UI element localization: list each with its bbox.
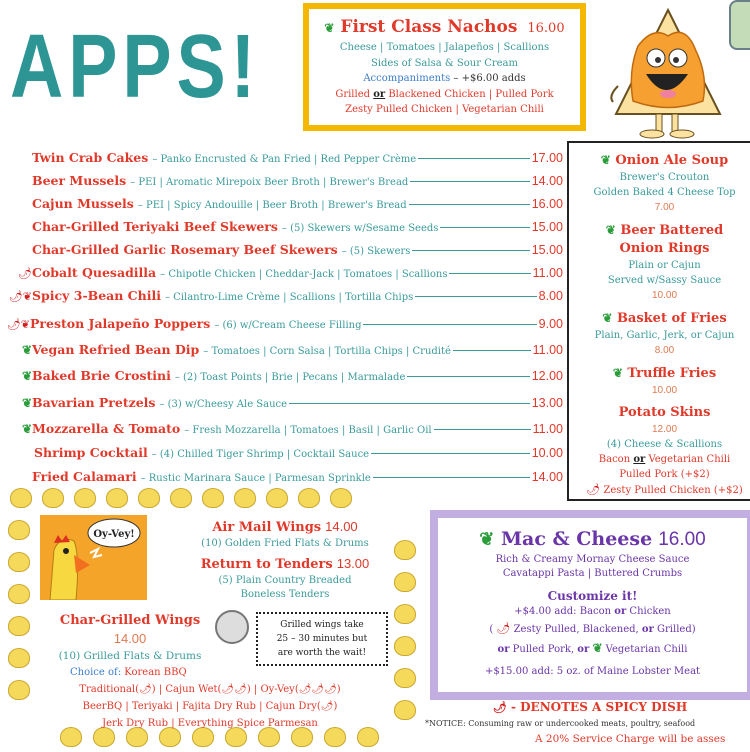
item-price: 9.00 xyxy=(538,317,563,331)
vegetarian-leaf-icon: ❦ xyxy=(21,396,32,410)
menu-item xyxy=(0,395,563,417)
item-desc: – Panko Encrusted & Pan Fried | Red Pepper Crème xyxy=(152,154,417,165)
spicy-vegetarian-icons: 🌶❦ xyxy=(6,318,30,331)
item-name: Char-Grilled Teriyaki Beef Skewers xyxy=(32,219,278,234)
chick-border-left xyxy=(8,520,30,700)
menu-item xyxy=(0,316,563,338)
mac-desc: Cavatappi Pasta | Buttered Crumbs xyxy=(502,568,683,579)
item-name: Spicy 3-Bean Chili xyxy=(32,288,161,303)
add-option: +$15.00 add: 5 oz. of Maine Lobster Meat xyxy=(484,666,701,677)
service-charge-notice: A 20% Service Charge will be asses xyxy=(535,733,726,745)
item-price: 15.00 xyxy=(531,243,563,257)
side-name: Onion Rings xyxy=(619,241,710,256)
chick-icon xyxy=(170,488,192,508)
item-name: Shrimp Cocktail xyxy=(34,445,148,460)
chick-icon xyxy=(8,584,30,604)
or-text: or xyxy=(373,88,386,100)
menu-item xyxy=(0,219,563,241)
chick-icon xyxy=(74,488,96,508)
item-price: 17.00 xyxy=(531,151,563,165)
wing-desc: (10) Golden Fried Flats & Drums xyxy=(201,538,369,549)
vegetarian-leaf-icon: ❦ xyxy=(602,311,613,325)
add-option: Chicken xyxy=(626,606,671,617)
accompaniments-price: – +$6.00 adds xyxy=(450,73,526,84)
item-desc: – Fresh Mozzarella | Tomatoes | Basil | Garlic Oil xyxy=(184,425,432,436)
featured-price: 16.00 xyxy=(527,21,565,36)
leader-dots xyxy=(289,403,530,404)
note-line: Grilled wings take xyxy=(280,620,364,630)
spicy-legend xyxy=(430,700,750,714)
chick-icon xyxy=(394,668,416,688)
note-line: are worth the wait! xyxy=(277,648,367,658)
side-desc: Plain, Garlic, Jerk, or Cajun xyxy=(594,330,735,341)
or-text: or xyxy=(633,454,646,465)
option-text: Blackened Chicken | Pulled Pork xyxy=(385,88,554,100)
add-option: Grilled) xyxy=(653,624,696,635)
chick-icon xyxy=(234,488,256,508)
leader-dots xyxy=(363,324,536,325)
leader-dots xyxy=(410,181,529,182)
vegetarian-leaf-icon: ❦ xyxy=(21,422,32,436)
side-desc: Brewer's Crouton xyxy=(619,172,710,183)
leader-dots xyxy=(409,204,530,205)
item-desc: – (2) Toast Points | Brie | Pecans | Marmalade xyxy=(174,372,406,383)
leader-dots xyxy=(418,158,530,159)
menu-item xyxy=(0,173,563,195)
chick-icon xyxy=(8,680,30,700)
chick-border-top xyxy=(0,488,430,512)
featured-line: Cheese | Tomatoes | Jalapeños | Scallions xyxy=(339,42,550,53)
side-desc: Served w/Sassy Sauce xyxy=(607,275,722,286)
item-desc: – (3) w/Cheesy Ale Sauce xyxy=(159,399,288,410)
menu-item xyxy=(0,342,563,364)
page-title: APPS! xyxy=(10,17,261,117)
nacho-mascot-icon xyxy=(608,6,728,141)
rubber-chicken-image xyxy=(40,515,147,600)
leader-dots xyxy=(407,376,529,377)
mac-price: 16.00 xyxy=(658,529,706,550)
spicy-pepper-icon: 🌶 xyxy=(586,483,601,496)
item-name: Baked Brie Crostini xyxy=(32,368,171,383)
chick-icon xyxy=(8,552,30,572)
chick-icon xyxy=(8,648,30,668)
item-price: 16.00 xyxy=(531,197,563,211)
vegetarian-leaf-icon: ❦ xyxy=(324,21,335,35)
customize-heading: Customize it! xyxy=(547,589,638,603)
wing-name: Return to Tenders xyxy=(200,557,333,572)
side-option: Pulled Pork (+$2) xyxy=(619,469,710,480)
item-price: 10.00 xyxy=(531,446,563,460)
add-option: ( xyxy=(489,624,497,635)
vegetarian-leaf-icon: ❦ xyxy=(612,366,623,380)
side-name: Beer Battered xyxy=(620,223,724,238)
side-price: 8.00 xyxy=(654,345,675,356)
wing-name: Char-Grilled Wings xyxy=(59,613,201,628)
add-option: Zesty Pulled, Blackened, xyxy=(510,624,642,635)
or-text: or xyxy=(641,624,654,635)
side-option: Vegetarian Chili xyxy=(645,454,731,465)
flavor-options: BeerBQ | Teriyaki | Fajita Dry Rub | Cajun Dry(🌶) xyxy=(82,701,338,712)
add-option: +$4.00 add: Bacon xyxy=(514,606,615,617)
menu-item xyxy=(0,288,563,310)
wing-desc: Boneless Tenders xyxy=(240,589,330,600)
flavor-option: Korean BBQ xyxy=(124,667,187,678)
chick-icon xyxy=(138,488,160,508)
or-text: or xyxy=(614,606,627,617)
menu-item xyxy=(0,421,563,443)
mac-desc: Rich & Creamy Mornay Cheese Sauce xyxy=(495,554,690,565)
item-price: 15.00 xyxy=(531,220,563,234)
side-desc: (4) Cheese & Scallions xyxy=(606,439,723,450)
chick-icon xyxy=(106,488,128,508)
spicy-pepper-icon: 🌶 xyxy=(18,267,32,280)
leader-dots xyxy=(373,477,530,478)
item-desc: – Rustic Marinara Sauce | Parmesan Sprinkle xyxy=(140,473,371,484)
item-price: 14.00 xyxy=(531,174,563,188)
spicy-vegetarian-icons: 🌶❦ xyxy=(8,290,32,303)
wing-price: 14.00 xyxy=(113,631,147,646)
wing-price: 13.00 xyxy=(336,556,370,571)
side-name: Potato Skins xyxy=(618,405,711,420)
menu-item xyxy=(0,265,563,287)
option-text: Grilled xyxy=(335,88,374,100)
flavor-options: Jerk Dry Rub | Everything Spice Parmesan xyxy=(102,718,318,729)
chick-icon xyxy=(298,488,320,508)
vegetarian-leaf-icon: ❦ xyxy=(592,641,603,655)
chick-icon xyxy=(8,520,30,540)
item-name: Twin Crab Cakes xyxy=(32,150,149,165)
item-name: Cajun Mussels xyxy=(32,196,134,211)
side-desc: Golden Baked 4 Cheese Top xyxy=(593,187,736,198)
svg-text:Oy-Vey!: Oy-Vey! xyxy=(93,529,135,540)
side-price: 10.00 xyxy=(651,385,678,396)
vegetarian-leaf-icon: ❦ xyxy=(479,529,495,550)
leader-dots xyxy=(434,429,531,430)
item-price: 11.00 xyxy=(532,266,563,280)
featured-nachos-box xyxy=(303,3,586,131)
chick-icon xyxy=(330,488,352,508)
sides-box xyxy=(567,141,750,501)
mac-and-cheese-box xyxy=(430,510,750,700)
wing-desc: (10) Grilled Flats & Drums xyxy=(58,650,202,662)
menu-item xyxy=(0,242,563,264)
item-price: 14.00 xyxy=(531,470,563,484)
side-name: Onion Ale Soup xyxy=(615,153,729,168)
item-name: Fried Calamari xyxy=(32,469,137,484)
leader-dots xyxy=(453,350,531,351)
leader-dots xyxy=(371,453,530,454)
wings-section xyxy=(140,518,430,602)
item-desc: – (5) Skewers w/Sesame Seeds xyxy=(281,223,439,234)
menu-item xyxy=(0,445,563,467)
item-price: 13.00 xyxy=(531,396,563,410)
side-name: Truffle Fries xyxy=(627,366,717,381)
item-name: Mozzarella & Tomato xyxy=(32,421,181,436)
item-desc: – (5) Skewers xyxy=(341,246,411,257)
item-price: 12.00 xyxy=(531,369,563,383)
item-name: Beer Mussels xyxy=(32,173,127,188)
side-price: 10.00 xyxy=(651,290,678,301)
wing-desc: (5) Plain Country Breaded xyxy=(218,575,352,586)
accompaniments-label: Accompaniments xyxy=(363,73,451,84)
item-desc: – PEI | Spicy Andouille | Beer Broth | Brewer's Bread xyxy=(137,200,407,211)
spicy-legend-text: - DENOTES A SPICY DISH xyxy=(506,700,688,714)
add-option: Vegetarian Chili xyxy=(602,644,688,655)
item-price: 11.00 xyxy=(532,422,563,436)
item-desc: – (4) Chilled Tiger Shrimp | Cocktail Sauce xyxy=(151,449,370,460)
menu-item xyxy=(0,368,563,390)
add-option: Pulled Pork, xyxy=(509,644,578,655)
or-text: or xyxy=(497,644,510,655)
spicy-pepper-icon: 🌶 xyxy=(492,701,507,714)
vegetarian-leaf-icon: ❦ xyxy=(605,223,616,237)
or-text: or xyxy=(577,644,590,655)
item-desc: – Tomatoes | Corn Salsa | Tortilla Chips | Crudité xyxy=(203,346,451,357)
item-name: Cobalt Quesadilla xyxy=(32,265,157,280)
menu-item xyxy=(0,196,563,218)
vegetarian-leaf-icon: ❦ xyxy=(600,153,611,167)
note-line: 25 – 30 minutes but xyxy=(276,634,368,644)
item-desc: – Cilantro-Lime Crème | Scallions | Tortilla Chips xyxy=(164,292,414,303)
consumer-notice: *NOTICE: Consuming raw or undercooked meats, poultry, seafood xyxy=(425,719,696,728)
menu-item xyxy=(0,150,563,172)
leader-dots xyxy=(440,227,529,228)
side-option: Bacon xyxy=(598,454,634,465)
item-desc: – (6) w/Cream Cheese Filling xyxy=(214,320,362,331)
vegetarian-leaf-icon: ❦ xyxy=(21,343,32,357)
item-desc: – PEI | Aromatic Mirepoix Beer Broth | Brewer's Bread xyxy=(130,177,409,188)
option-text: Zesty Pulled Chicken | Vegetarian Chili xyxy=(345,104,544,115)
chick-icon xyxy=(266,488,288,508)
wing-price: 14.00 xyxy=(325,519,358,534)
chick-icon xyxy=(394,604,416,624)
mac-name: Mac & Cheese xyxy=(500,528,653,550)
item-name: Vegan Refried Bean Dip xyxy=(32,342,200,357)
side-price: 7.00 xyxy=(654,202,675,213)
item-name: Char-Grilled Garlic Rosemary Beef Skewers xyxy=(32,242,338,257)
leader-dots xyxy=(415,296,536,297)
choice-label: Choice of: xyxy=(70,667,125,678)
item-desc: – Chipotle Chicken | Cheddar-Jack | Tomatoes | Scallions xyxy=(160,269,448,280)
chick-icon xyxy=(8,616,30,636)
leader-dots xyxy=(412,250,529,251)
item-price: 8.00 xyxy=(538,289,563,303)
speech-bubble xyxy=(729,0,750,50)
flavor-options: Traditional(🌶) | Cajun Wet(🌶🌶) | Oy-Vey(🌶🌶🌶) xyxy=(79,684,341,695)
wing-name: Air Mail Wings xyxy=(212,520,322,535)
char-grilled-wings xyxy=(30,611,390,732)
item-name: Preston Jalapeño Poppers xyxy=(30,316,211,331)
chick-icon xyxy=(394,636,416,656)
featured-line: Sides of Salsa & Sour Cream xyxy=(370,57,518,69)
spicy-pepper-icon: 🌶 xyxy=(496,622,511,635)
chick-icon xyxy=(42,488,64,508)
item-price: 11.00 xyxy=(532,343,563,357)
side-option: Zesty Pulled Chicken (+$2) xyxy=(603,485,743,496)
rubber-chicken-icon xyxy=(40,515,147,600)
side-price: 12.00 xyxy=(651,424,678,435)
chick-icon xyxy=(10,488,32,508)
vegetarian-leaf-icon: ❦ xyxy=(21,369,32,383)
side-name: Basket of Fries xyxy=(616,311,727,326)
item-name: Bavarian Pretzels xyxy=(32,395,156,410)
side-desc: Plain or Cajun xyxy=(628,260,701,271)
chick-icon xyxy=(202,488,224,508)
leader-dots xyxy=(449,273,530,274)
featured-name: First Class Nachos xyxy=(340,17,518,37)
chick-icon xyxy=(394,700,416,720)
